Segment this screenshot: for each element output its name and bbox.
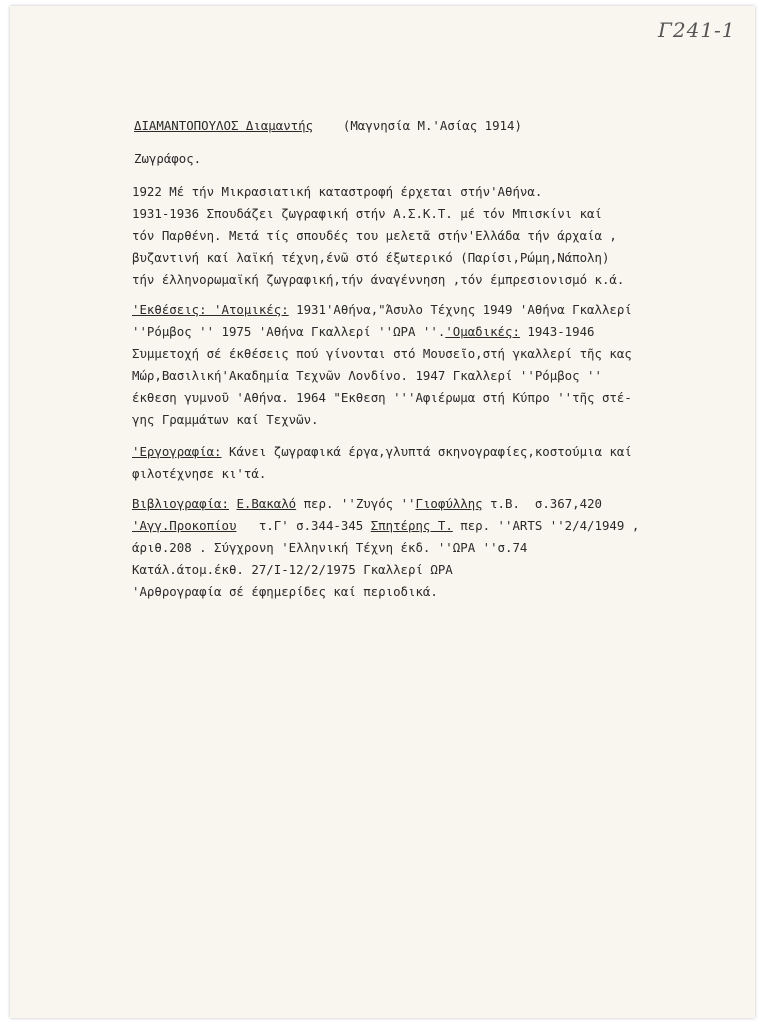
solo-exhibitions: 1931'Αθήνα,"Άσυλο Τέχνης 1949 'Αθήνα Γκαλλερί: [288, 302, 632, 317]
exhibitions-line-2: [132, 324, 595, 340]
bib-author-giofyllis: Γιοφύλλης: [415, 496, 483, 511]
works-label: 'Εργογραφία:: [132, 444, 222, 459]
bib-pages-1: τ.Β. σ.367,420: [482, 496, 602, 511]
bio-line-5: τήν έλληνορωμαϊκή ζωγραφική,τήν άναγέννηση ,τόν έμπρεσιονισμό κ.ά.: [132, 272, 625, 287]
document-page: [10, 6, 755, 1018]
bib-periodical-1: περ. ''Ζυγός '': [296, 496, 416, 511]
group-exhibitions-label: 'Ομαδικές:: [445, 324, 520, 339]
birth-origin: (Μαγνησία Μ.'Ασίας 1914): [342, 118, 522, 133]
heading-line: [134, 118, 522, 134]
bio-line-3: τόν Παρθένη. Μετά τίς σπουδές του μελετᾶ στήν'Ελλάδα τήν άρχαία ,: [132, 228, 617, 243]
bibliography-line-2: [132, 518, 639, 534]
bib-author-spiteris: Σπητέρης Τ.: [370, 518, 453, 533]
bibliography-line-1: [132, 496, 602, 512]
works-line-1: [132, 444, 632, 460]
profession: Ζωγράφος.: [134, 151, 202, 166]
bio-line-1: 1922 Μέ τήν Μικρασιατική καταστροφή έρχεται στήν'Αθήνα.: [132, 184, 543, 199]
exhibitions-line-3: Συμμετοχή σέ έκθέσεις πού γίνονται στό Μουσεῖο,στή γκαλλερί τῆς κας: [132, 346, 632, 361]
exhibitions-line-2-start: ''Ρόμβος '' 1975 'Αθήνα Γκαλλερί ''ΩΡΑ ''.: [132, 324, 446, 339]
bibliography-label: Βιβλιογραφία:: [132, 496, 229, 511]
bibliography-line-3: άριθ.208 . Σύγχρονη 'Ελληνική Τέχνη έκδ. ''ΩΡΑ ''σ.74: [132, 540, 528, 555]
bib-periodical-2: περ. ''ARTS ''2/4/1949 ,: [452, 518, 640, 533]
bio-line-2: 1931-1936 Σπουδάζει ζωγραφική στήν Α.Σ.Κ.Τ. μέ τόν Μπισκίνι καί: [132, 206, 602, 221]
bibliography-line-4: Κατάλ.άτομ.έκθ. 27/Ι-12/2/1975 Γκαλλερί ΩΡΑ: [132, 562, 453, 577]
bib-author-vakalo: Ε.Βακαλό: [236, 496, 297, 511]
bibliography-line-5: 'Αρθρογραφία σέ έφημερίδες καί περιοδικά.: [132, 584, 438, 599]
bib-author-prokopiou: 'Αγγ.Προκοπίου: [132, 518, 237, 533]
works-text: Κάνει ζωγραφικά έργα,γλυπτά σκηνογραφίες,κοστούμια καί: [221, 444, 632, 459]
exhibitions-line-1: [132, 302, 632, 318]
handwritten-reference-number: Γ241-1: [658, 18, 736, 42]
exhibitions-line-6: γης Γραμμάτων καί Τεχνῶν.: [132, 412, 319, 427]
works-line-2: φιλοτέχνησε κι'τά.: [132, 466, 267, 481]
exhibitions-line-4: Μώρ,Βασιλική'Ακαδημία Τεχνῶν Λονδίνο. 1947 Γκαλλερί ''Ρόμβος '': [132, 368, 602, 383]
bib-pages-2: τ.Γ' σ.344-345: [236, 518, 371, 533]
artist-name: ΔΙΑΜΑΝΤΟΠΟΥΛΟΣ Διαμαντής: [134, 118, 314, 133]
exhibitions-line-5: έκθεση γυμνοῦ 'Αθήνα. 1964 "Εκθεση '''Αφιέρωμα στή Κύπρο ''τῆς στέ-: [132, 390, 632, 405]
exhibitions-line-2-end: 1943-1946: [519, 324, 595, 339]
bio-line-4: βυζαντινή καί λαϊκή τέχνη,ένῶ στό έξωτερικό (Παρίσι,Ρώμη,Νάπολη): [132, 250, 610, 265]
exhibitions-label: 'Εκθέσεις: 'Ατομικές:: [132, 302, 289, 317]
